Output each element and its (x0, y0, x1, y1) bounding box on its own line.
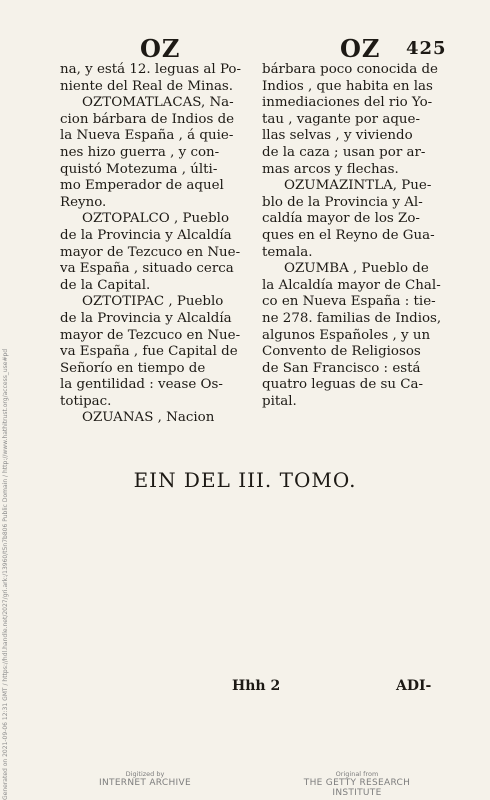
text-line: ne 278. familias de Indios, (262, 310, 442, 326)
text-line: mayor de Tezcuco en Nue- (60, 327, 241, 343)
text-line: la Nueva España , á quie- (60, 128, 234, 144)
text-line: bárbara poco conocida de (262, 62, 438, 77)
text-line: quistó Motezuma , últi- (60, 161, 218, 177)
end-of-volume-text: EIN DEL III. TOMO. (133, 468, 357, 492)
text-line: caldía mayor de los Zo- (262, 211, 420, 227)
text-line: de la Provincia y Alcaldía (60, 227, 232, 243)
text-line: la gentilidad : vease Os- (60, 377, 223, 393)
text-line: inmediaciones del rio Yo- (262, 95, 433, 111)
text-line: Señorío en tiempo de (60, 360, 206, 376)
text-line: ques en el Reyno de Gua- (262, 227, 435, 243)
right-text-column (262, 62, 442, 410)
entry-heading-line: OZTOPALCO , Pueblo (82, 211, 230, 227)
text-line: algunos Españoles , y un (262, 327, 431, 343)
text-line: niente del Real de Minas. (60, 78, 234, 94)
text-line: co en Nueva España : tie- (262, 294, 436, 310)
text-line: Indios , que habita en las (262, 78, 433, 94)
text-line: blo de la Provincia y Al- (262, 194, 423, 210)
text-line: de la Capital. (60, 277, 151, 293)
text-line: la Alcaldía mayor de Chal- (262, 277, 441, 293)
text-line: na, y está 12. leguas al Po- (60, 62, 242, 77)
text-line: Convento de Religiosos (262, 344, 421, 360)
page-number: 425 (406, 38, 447, 59)
text-line: tau , vagante por aque- (262, 111, 420, 127)
entry-heading-line: OZUMAZINTLA, Pue- (284, 178, 432, 194)
text-line: va España , situado cerca (60, 261, 234, 277)
text-line: totipac. (60, 393, 112, 409)
text-line: llas selvas , y viviendo (262, 128, 413, 144)
digitized-by-label: Digitized by (125, 770, 165, 778)
hathitrust-side-stamp (2, 348, 14, 800)
text-line: de San Francisco : está (262, 360, 421, 376)
text-line: mo Emperador de aquel (60, 178, 224, 194)
running-head-left: OZ (140, 34, 181, 63)
text-line: temala. (262, 244, 313, 260)
running-head-right: OZ (340, 34, 381, 63)
text-line: nes hizo guerra , y con- (60, 144, 220, 160)
text-line: de la caza ; usan por ar- (262, 144, 426, 160)
text-line: Reyno. (60, 194, 107, 210)
internet-archive-label: INTERNET ARCHIVE (99, 778, 191, 788)
getty-institute-label: THE GETTY RESEARCH INSTITUTE (303, 778, 411, 798)
entry-heading-line: OZUMBA , Pueblo de (284, 261, 429, 277)
text-line: mayor de Tezcuco en Nue- (60, 244, 241, 260)
digitized-by-credit (80, 770, 210, 788)
catchword: ADI- (396, 678, 432, 694)
text-line: mas arcos y flechas. (262, 161, 399, 177)
entry-heading-line: OZTOMATLACAS, Na- (82, 95, 234, 111)
text-line: de la Provincia y Alcaldía (60, 310, 232, 326)
text-line: pital. (262, 393, 297, 409)
left-text-column (60, 62, 258, 427)
signature-mark: Hhh 2 (232, 678, 281, 694)
original-from-label: Original from (335, 770, 379, 778)
original-from-credit (282, 770, 432, 798)
entry-heading-line: OZUANAS , Nacion (82, 410, 215, 426)
entry-heading-line: OZTOTIPAC , Pueblo (82, 294, 224, 310)
text-line: cion bárbara de Indios de (60, 111, 235, 127)
side-stamp-text: Generated on 2021-09-06 12:31 GMT / https://hdl.handle.net/2027/gri.ark:/13960/t5n7b806 Public Domain / http://www.hathitrust.org/access_use#pd (2, 348, 9, 800)
text-line: quatro leguas de su Ca- (262, 377, 424, 393)
text-line: va España , fue Capital de (60, 344, 238, 360)
